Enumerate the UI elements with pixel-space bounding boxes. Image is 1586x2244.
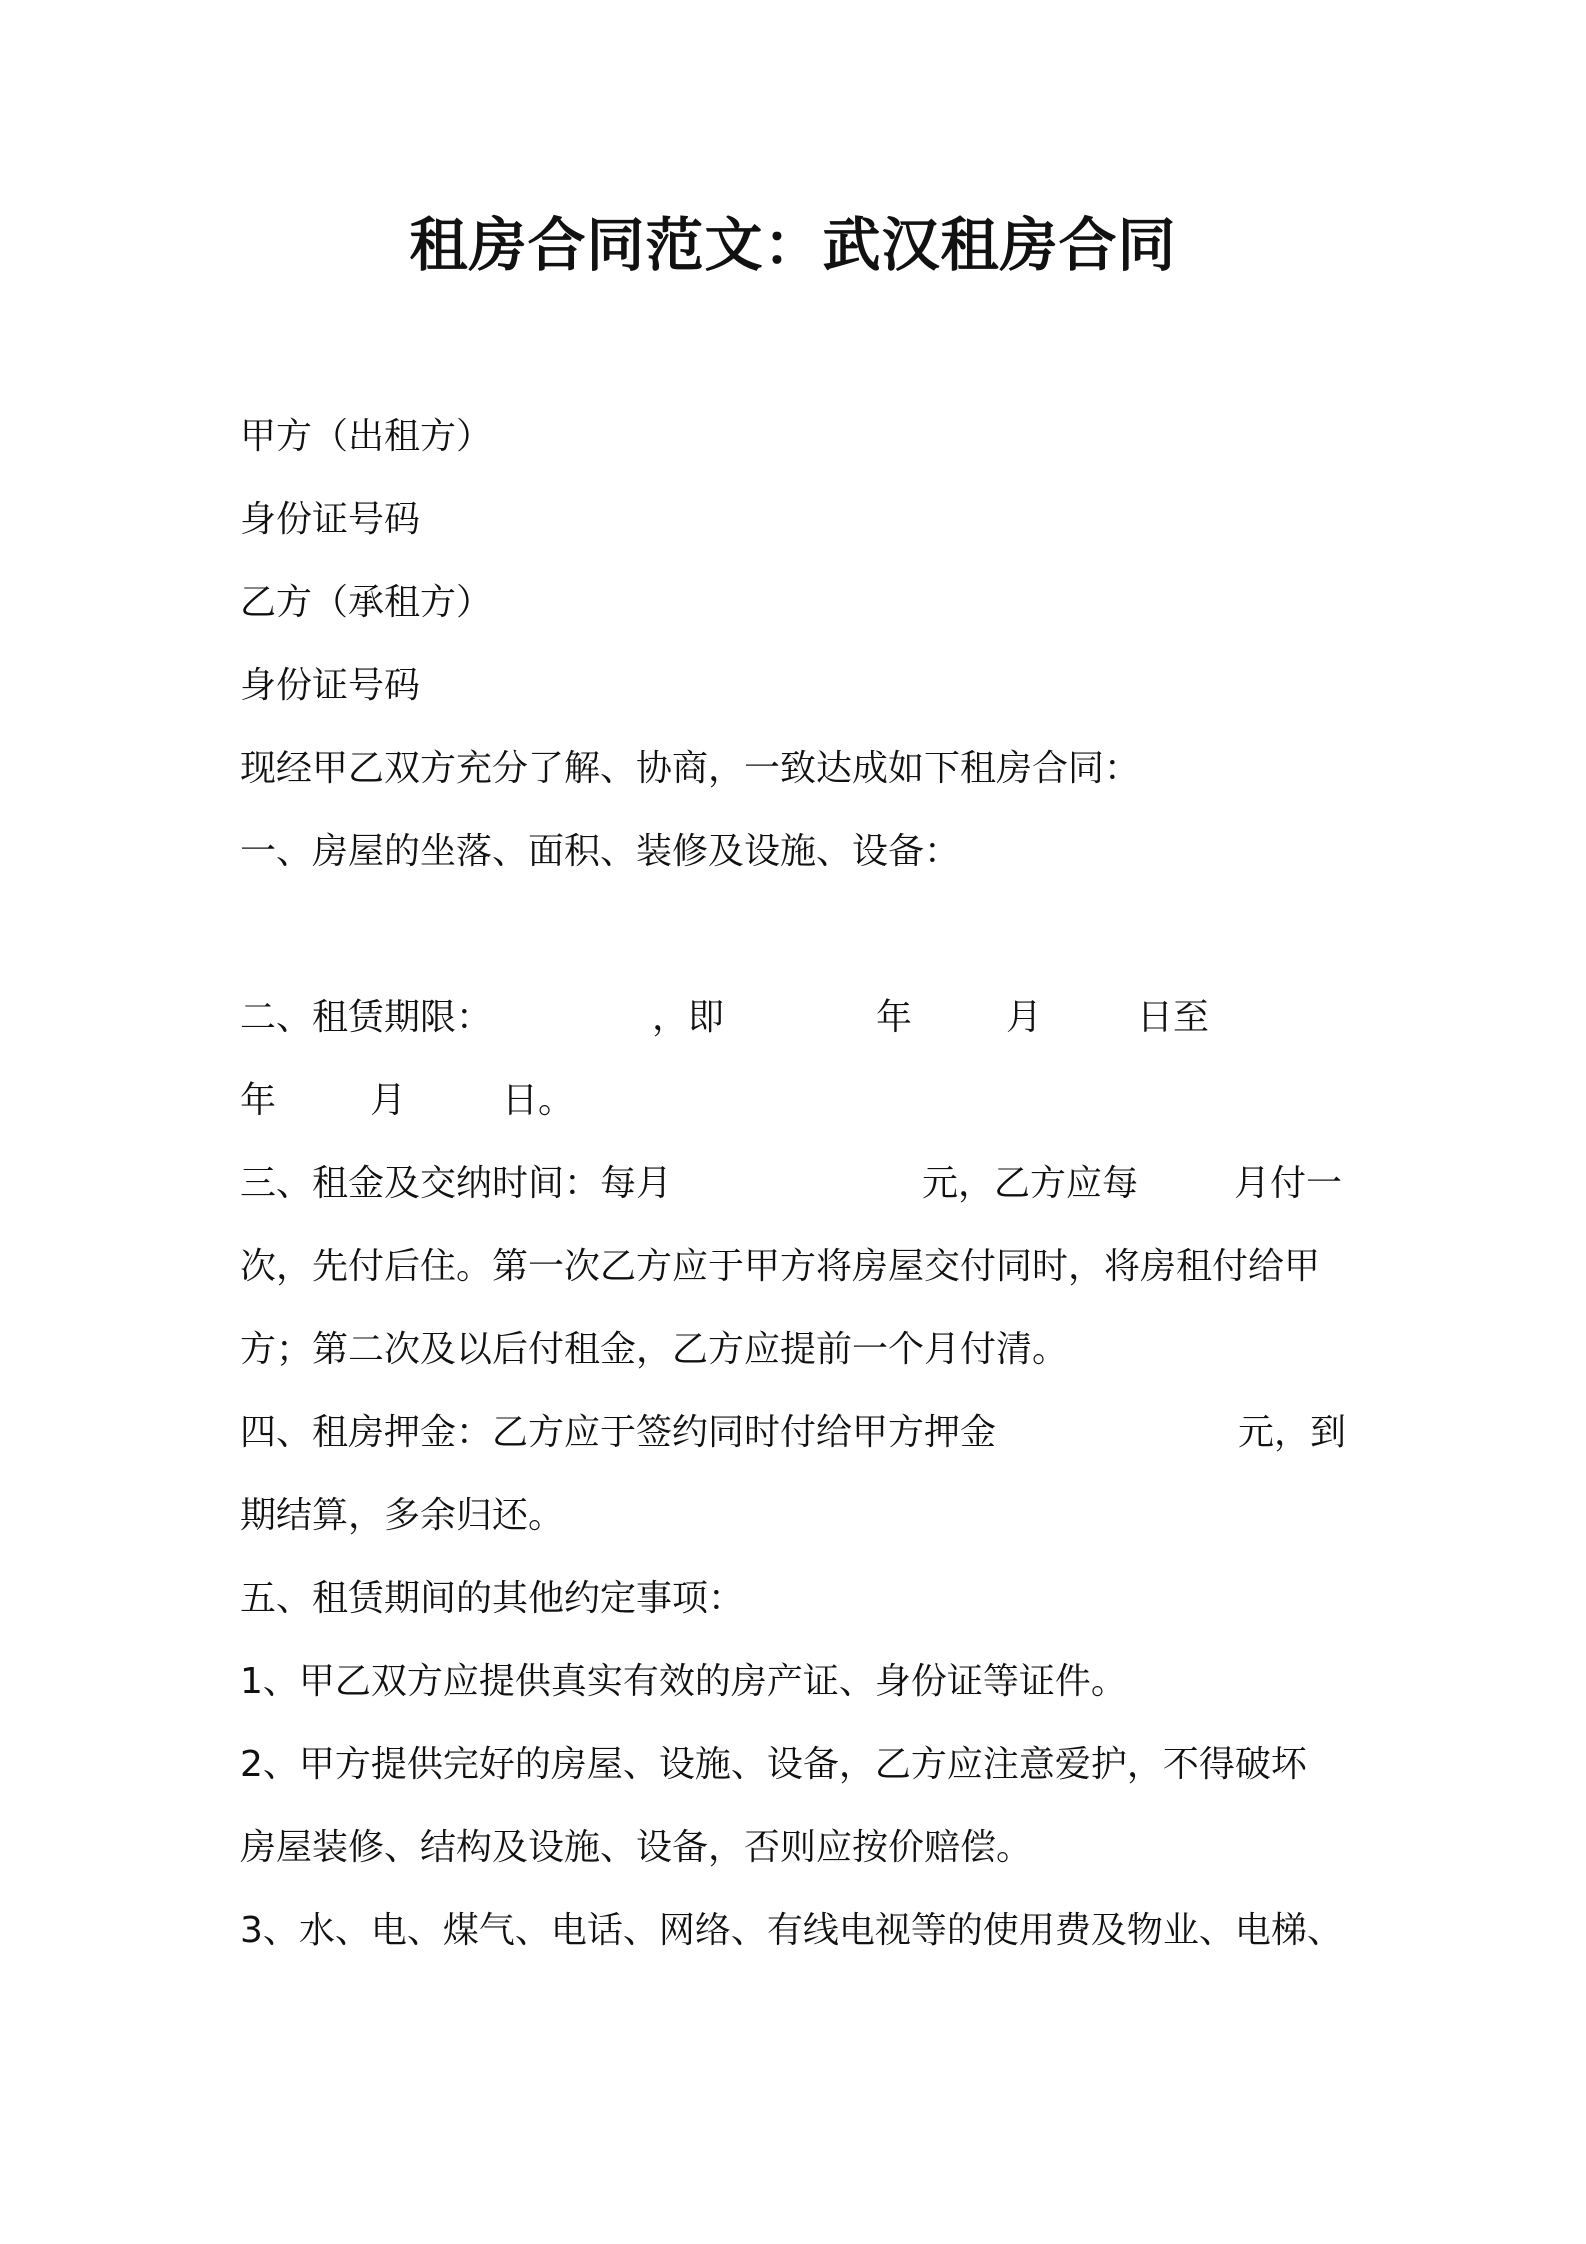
item-1: 1、甲乙双方应提供真实有效的房产证、身份证等证件。 [240, 1661, 1127, 1702]
intro-paragraph: 现经甲乙双方充分了解、协商，一致达成如下租房合同： [240, 748, 1141, 789]
section-2-day-end: 日。 [502, 1080, 575, 1121]
section-3-monthly: 月付一 [1234, 1163, 1343, 1204]
page-title: 租房合同范文：武汉租房合同 [409, 211, 1177, 279]
section-2-month-2: 月 [370, 1080, 407, 1121]
section-3-yuan: 元，乙方应每 [922, 1163, 1139, 1204]
section-4-yuan: 元，到 [1238, 1412, 1347, 1453]
party-b-id-line: 身份证号码 [240, 665, 421, 706]
party-a-id-line: 身份证号码 [240, 499, 421, 540]
section-2-label: 二、租赁期限： [240, 997, 493, 1038]
section-3-label: 三、租金及交纳时间：每月 [240, 1163, 673, 1204]
section-5-heading: 五、租赁期间的其他约定事项： [240, 1578, 745, 1619]
party-a-line: 甲方（出租方） [240, 416, 493, 457]
item-3-line-1: 3、水、电、煤气、电话、网络、有线电视等的使用费及物业、电梯、 [240, 1910, 1343, 1951]
section-3-line-2: 次，先付后住。第一次乙方应于甲方将房屋交付同时，将房租付给甲 [240, 1246, 1321, 1287]
section-1-heading: 一、房屋的坐落、面积、装修及设施、设备： [240, 831, 961, 872]
section-4-label: 四、租房押金：乙方应于签约同时付给甲方押金 [240, 1412, 997, 1453]
item-2-line-1: 2、甲方提供完好的房屋、设施、设备，乙方应注意爱护，不得破坏 [240, 1744, 1307, 1785]
section-2-year-1: 年 [876, 997, 913, 1038]
party-b-line: 乙方（承租方） [240, 582, 493, 623]
section-3-line-3: 方；第二次及以后付租金，乙方应提前一个月付清。 [240, 1329, 1069, 1370]
section-2-year-2: 年 [240, 1080, 277, 1121]
section-2-month-1: 月 [1006, 997, 1043, 1038]
section-2-ji: ，即 [652, 997, 725, 1038]
section-4-line-2: 期结算，多余归还。 [240, 1495, 565, 1536]
section-2-day-to: 日至 [1137, 997, 1210, 1038]
item-2-line-2: 房屋装修、结构及设施、设备，否则应按价赔偿。 [240, 1827, 1033, 1868]
